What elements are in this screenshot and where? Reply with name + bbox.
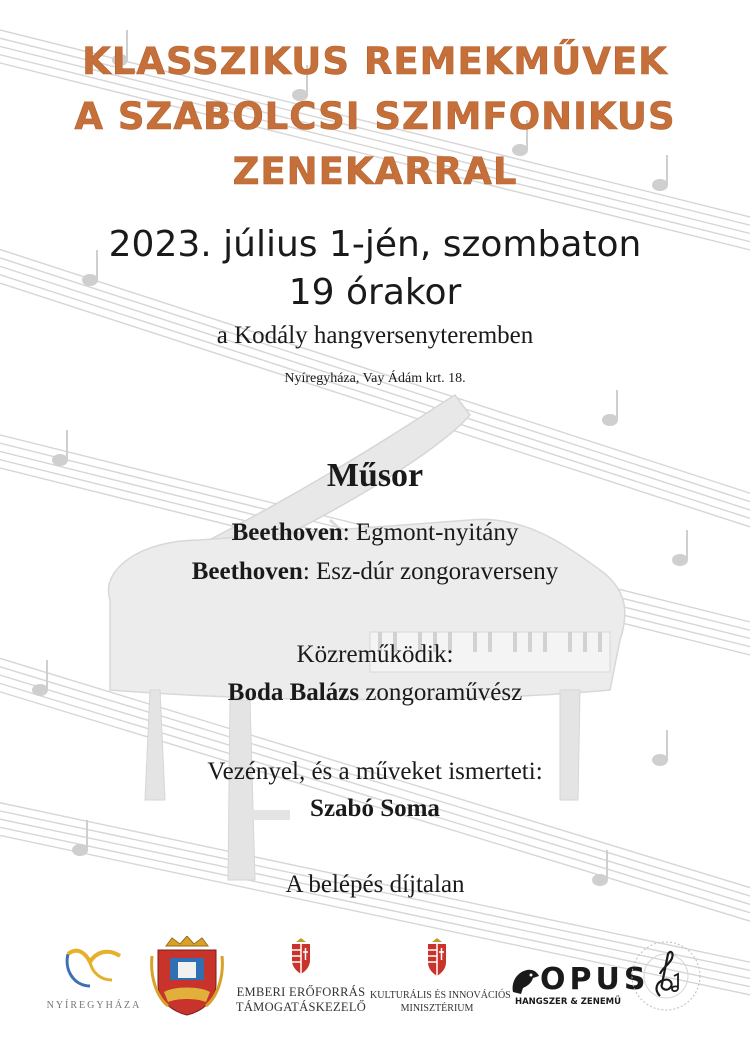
program-item-1	[0, 519, 750, 547]
admission-note: A belépés díjtalan	[285, 871, 465, 898]
emberi-eroforras-line1: EMBERI ERŐFORRÁS	[236, 985, 366, 999]
music-school-seal-icon	[630, 940, 702, 1012]
opus-lion-icon	[509, 966, 541, 996]
event-address: Nyíregyháza, Vay Ádám krt. 18.	[284, 371, 466, 386]
hungarian-crest-icon	[290, 938, 312, 974]
opus-name: OPUS	[540, 962, 650, 997]
program-item-work: Egmont-nyitány	[355, 519, 519, 546]
soloist-line	[0, 679, 750, 707]
program-item-work: Esz-dúr zongoraverseny	[316, 558, 559, 585]
emberi-eroforras-line2: TÁMOGATÁSKEZELŐ	[235, 1000, 367, 1014]
event-venue: a Kodály hangversenyteremben	[216, 322, 534, 349]
nyiregyhaza-label: NYÍREGYHÁZA	[46, 1000, 142, 1011]
title-line-2: A SZABOLCSI SZIMFONIKUS	[74, 95, 676, 138]
nyiregyhaza-logo-icon	[60, 940, 128, 992]
hungarian-crest-icon	[426, 938, 448, 976]
soloist-label: Közreműködik:	[296, 641, 454, 668]
event-date: 2023. július 1-jén, szombaton	[108, 224, 642, 265]
title-line-3: ZENEKARRAL	[232, 150, 518, 193]
kulturalis-line1: KULTURÁLIS ÉS INNOVÁCIÓS	[370, 990, 511, 1001]
event-time: 19 órakor	[288, 272, 462, 313]
kulturalis-line2: MINISZTÉRIUM	[400, 1003, 474, 1014]
opus-subtitle: HANGSZER & ZENEMŰ	[514, 997, 621, 1007]
program-item-separator: :	[342, 519, 356, 546]
program-item-separator: :	[302, 558, 317, 585]
conductor-name: Szabó Soma	[310, 795, 440, 822]
title-line-1: KLASSZIKUS REMEKMŰVEK	[82, 40, 668, 83]
soloist-role: zongoraművész	[359, 679, 523, 706]
program-heading: Műsor	[326, 457, 424, 494]
program-item-2	[0, 558, 750, 586]
program-item-composer: Beethoven	[231, 519, 343, 546]
coat-of-arms-icon	[150, 936, 224, 1016]
soloist-name: Boda Balázs	[227, 679, 360, 706]
program-item-composer: Beethoven	[191, 558, 303, 585]
conductor-label: Vezényel, és a műveket ismerteti:	[207, 758, 543, 785]
